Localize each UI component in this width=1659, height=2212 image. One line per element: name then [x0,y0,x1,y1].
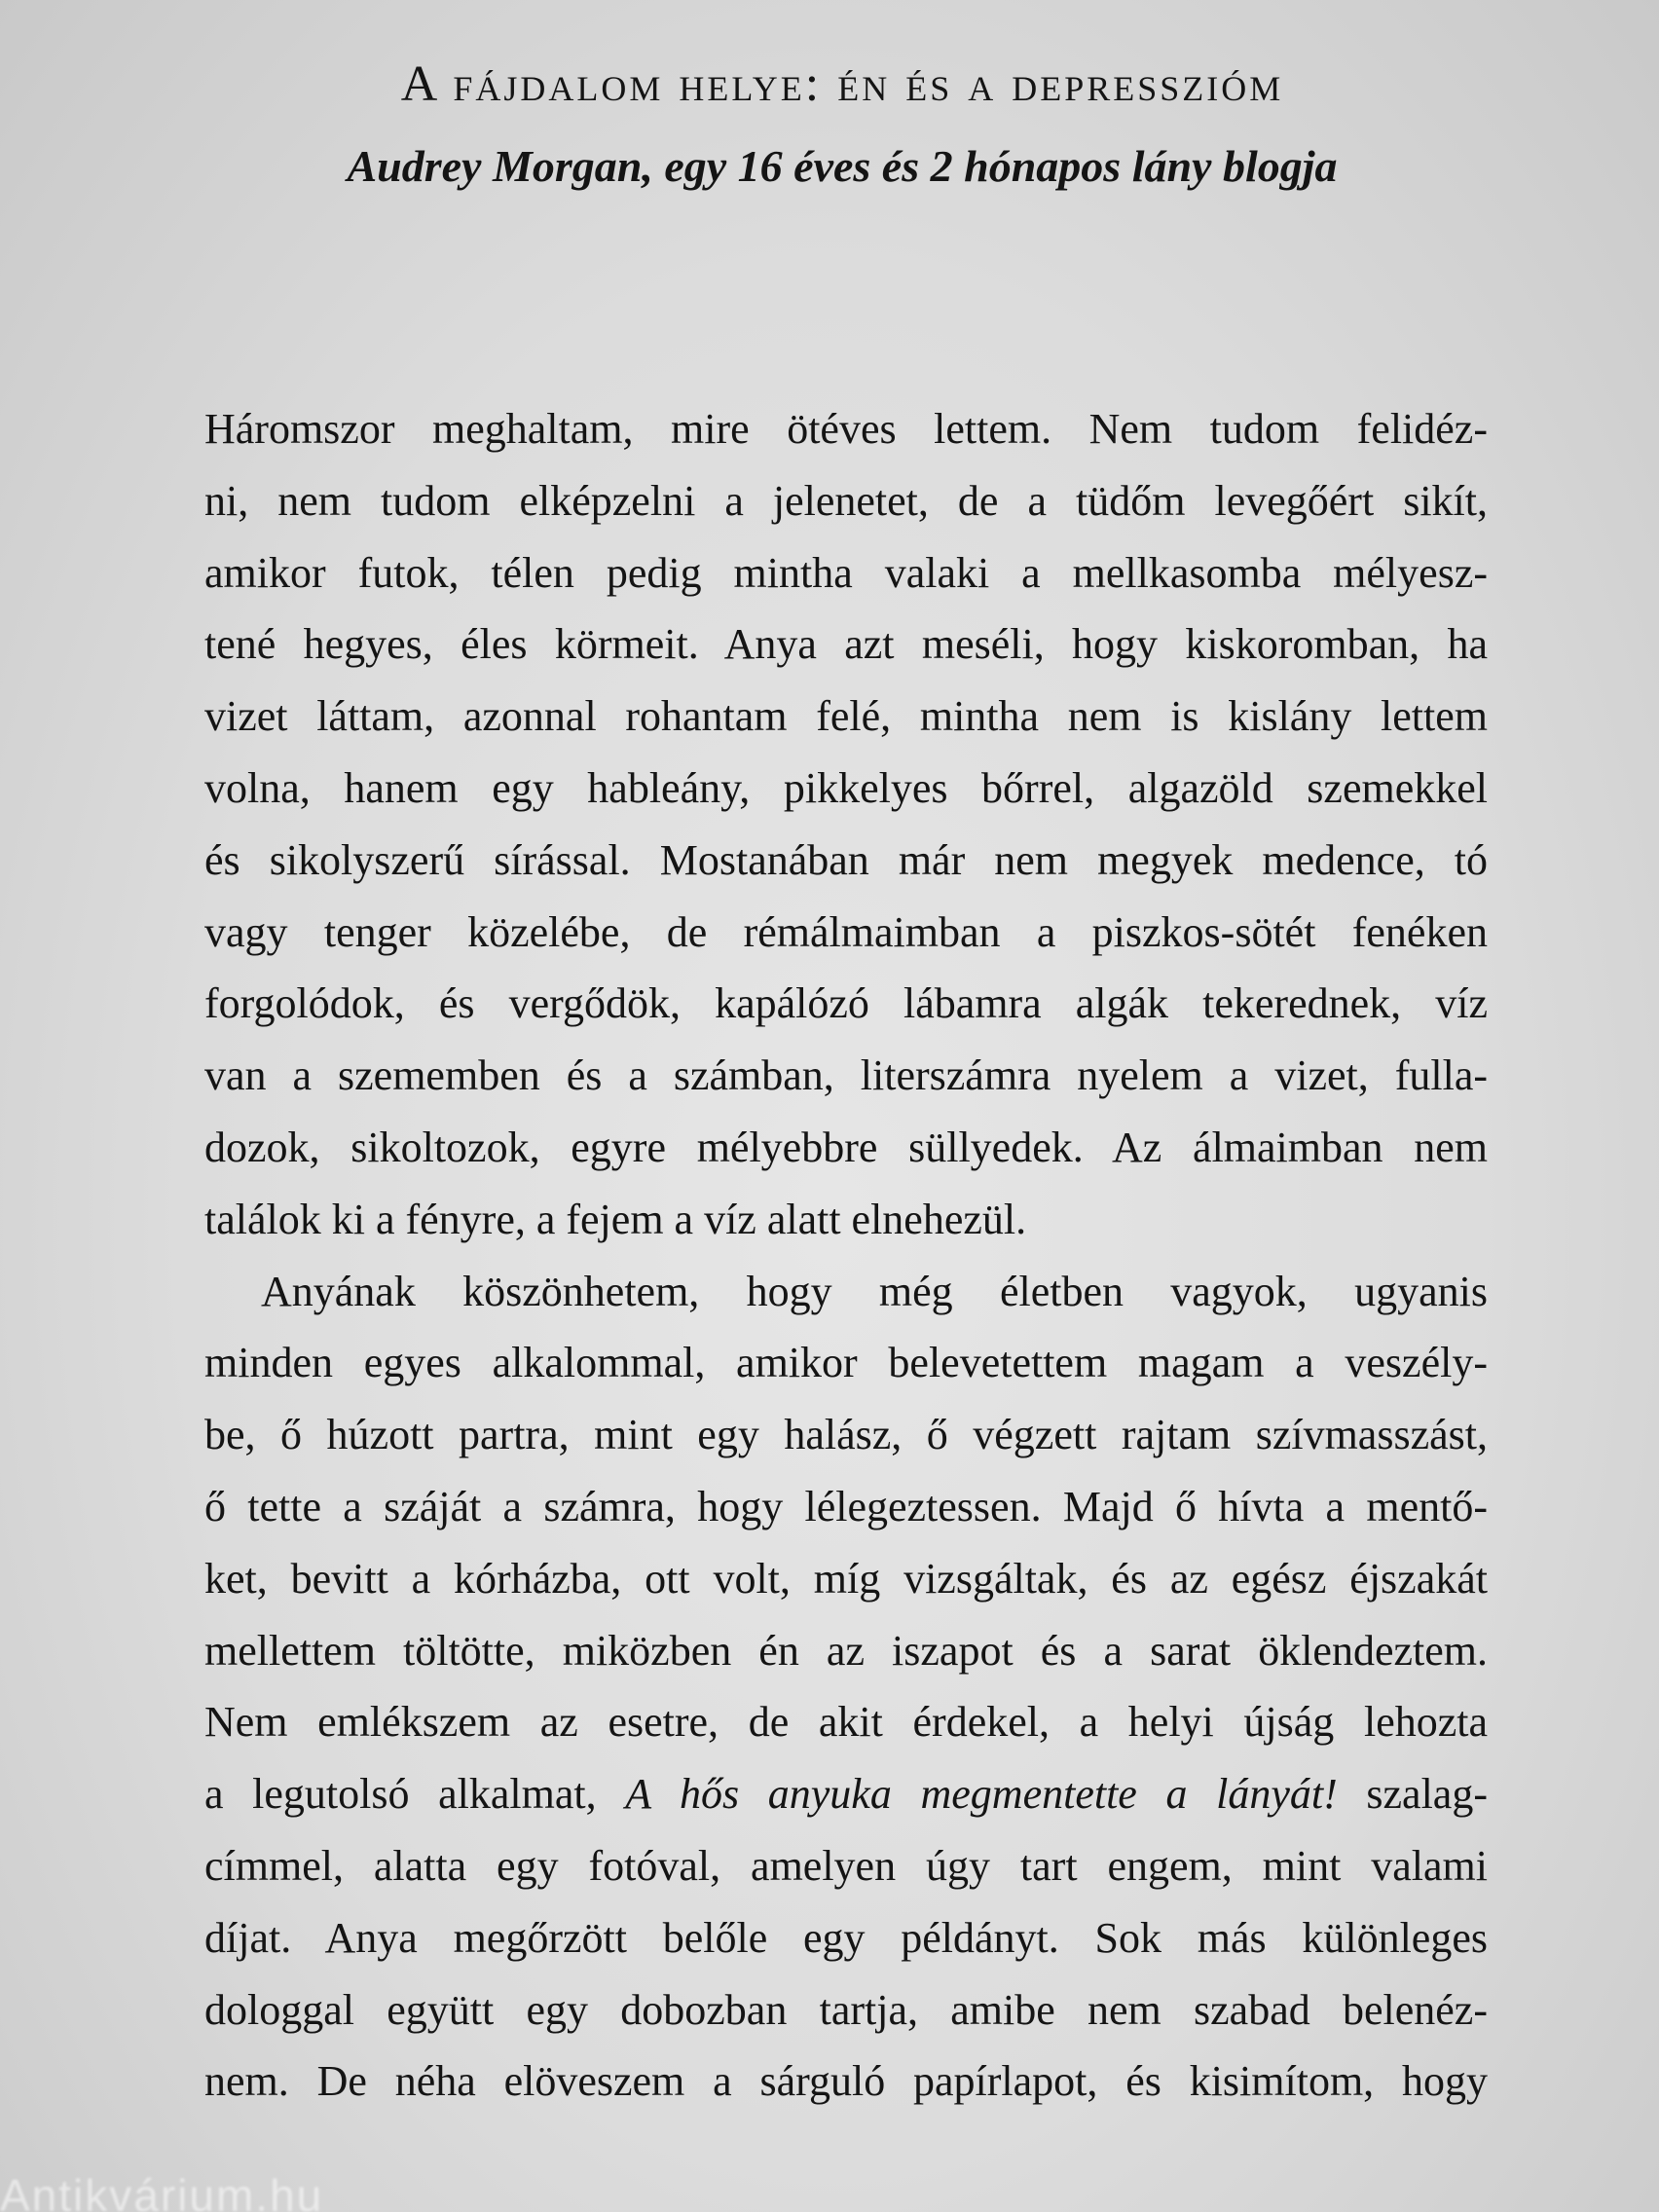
text-line: vagy tenger közelébe, de rémálmaimban a piszkos-sötét fenéken [204,907,1488,956]
watermark: Antikvárium.hu [0,2173,324,2212]
text-line: mellettem töltötte, miközben én az iszapot és a sarat öklendeztem. [204,1626,1488,1675]
text-line: ő tette a száját a számra, hogy lélegeztessen. Majd ő hívta a mentő- [204,1482,1488,1530]
text-line: minden egyes alkalommal, amikor belevetettem magam a veszély- [204,1339,1488,1387]
text-line: amikor futok, télen pedig mintha valaki a mellkasomba mélyesz- [204,548,1488,597]
text-line: címmel, alatta egy fotóval, amelyen úgy tart engem, mint valami [204,1841,1488,1890]
paragraph-2 [204,1256,1488,2119]
text-line: Anyának köszönhetem, hogy még életben vagyok, ugyanis [261,1267,1488,1315]
newspaper-headline: A hős anyuka megmentette a lányát! [625,1770,1338,1819]
text-line: nem. De néha elöveszem a sárguló papírlapot, és kisimítom, hogy [204,2057,1488,2106]
paragraph-1 [204,393,1488,1256]
text-line: van a szememben és a számban, literszámra nyelem a vizet, fulla- [204,1051,1488,1100]
text-line: forgolódok, és vergődök, kapálózó lábamra algák tekerednek, víz [204,979,1488,1028]
body-text [204,393,1488,2118]
text-line-with-italic [204,1758,1488,1830]
text-line: és sikolyszerű sírással. Mostanában már nem megyek medence, tó [204,835,1488,884]
text-line: Nem emlékszem az esetre, de akit érdekel, a helyi újság lehozta [204,1698,1488,1747]
text-line: ni, nem tudom elképzelni a jelenetet, de a tüdőm levegőért sikít, [204,476,1488,525]
text-line: Háromszor meghaltam, mire ötéves lettem. Nem tudom felidéz- [204,405,1488,453]
text-line: volna, hanem egy hableány, pikkelyes bőrrel, algazöld szemekkel [204,763,1488,812]
text-line: dozok, sikoltozok, egyre mélyebbre süllyedek. Az álmaimban nem [204,1123,1488,1171]
text-line: ket, bevitt a kórházba, ott volt, míg vizsgáltak, és az egész éjszakát [204,1554,1488,1603]
chapter-title: A fájdalom helye: én és a depresszióm [400,56,1284,112]
chapter-subtitle: Audrey Morgan, egy 16 éves és 2 hónapos lány blogja [347,141,1338,191]
text-line: tené hegyes, éles körmeit. Anya azt meséli, hogy kiskoromban, ha [204,620,1488,669]
line-text-after: szalag- [1337,1770,1488,1819]
text-line: találok ki a fényre, a fejem a víz alatt elnehezül. [204,1195,1027,1243]
text-line: díjat. Anya megőrzött belőle egy példányt. Sok más különleges [204,1913,1488,1962]
text-line: dologgal együtt egy dobozban tartja, amibe nem szabad belenéz- [204,1985,1488,2034]
line-text-before: a legutolsó alkalmat, [204,1770,626,1819]
text-line: vizet láttam, azonnal rohantam felé, mintha nem is kislány lettem [204,692,1488,741]
text-line: be, ő húzott partra, mint egy halász, ő végzett rajtam szívmasszást, [204,1411,1488,1459]
